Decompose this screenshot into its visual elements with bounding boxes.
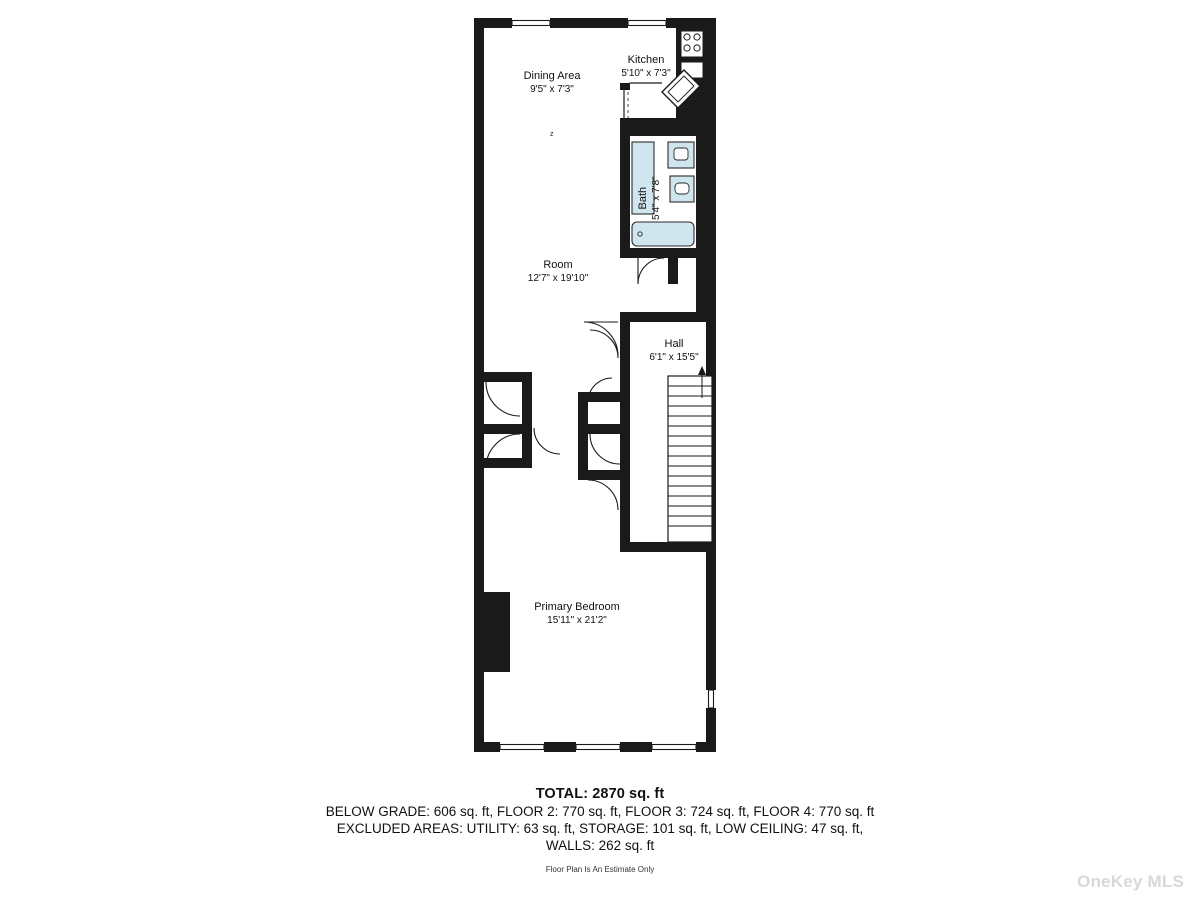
floor-breakdown-line: BELOW GRADE: 606 sq. ft, FLOOR 2: 770 sq. ft, FLOOR 3: 724 sq. ft, FLOOR 4: 770 sq. ft bbox=[325, 804, 875, 819]
room-label-bath bbox=[637, 158, 663, 238]
svg-text:z: z bbox=[550, 131, 554, 138]
room-label-room bbox=[498, 259, 618, 285]
room-name: Kitchen bbox=[627, 54, 665, 66]
room-name: Dining Area bbox=[523, 70, 581, 82]
doors bbox=[486, 258, 664, 510]
watermark-onekey-mls: OneKey MLS bbox=[1077, 872, 1184, 891]
walls-area-line: WALLS: 262 sq. ft bbox=[545, 838, 655, 853]
room-label-primary-bedroom bbox=[507, 601, 647, 627]
area-summary bbox=[0, 786, 1200, 874]
room-label-dining-area bbox=[492, 70, 612, 96]
room-name: Room bbox=[543, 259, 573, 271]
room-name: Bath bbox=[636, 186, 649, 210]
room-dims: 5'4" x 7'8" bbox=[650, 176, 662, 220]
disclaimer-text: Floor Plan Is An Estimate Only bbox=[545, 865, 655, 874]
room-name: Hall bbox=[664, 338, 684, 350]
kitchen-area bbox=[620, 28, 706, 136]
room-name: Primary Bedroom bbox=[534, 601, 620, 613]
total-area-label: TOTAL: 2870 sq. ft bbox=[535, 786, 665, 802]
room-dims: 12'7" x 19'10" bbox=[527, 272, 589, 284]
room-dims: 15'11" x 21'2" bbox=[547, 614, 607, 626]
staircase bbox=[668, 366, 712, 542]
excluded-areas-line: EXCLUDED AREAS: UTILITY: 63 sq. ft, STORAGE: 101 sq. ft, LOW CEILING: 47 sq. ft, bbox=[336, 821, 864, 836]
plan-marks bbox=[550, 131, 554, 138]
room-dims: 9'5" x 7'3" bbox=[530, 83, 574, 95]
room-dims: 5'10" x 7'3" bbox=[621, 67, 671, 79]
room-label-hall bbox=[624, 338, 724, 364]
room-label-kitchen bbox=[596, 54, 696, 80]
room-dims: 6'1" x 15'5" bbox=[649, 351, 699, 363]
